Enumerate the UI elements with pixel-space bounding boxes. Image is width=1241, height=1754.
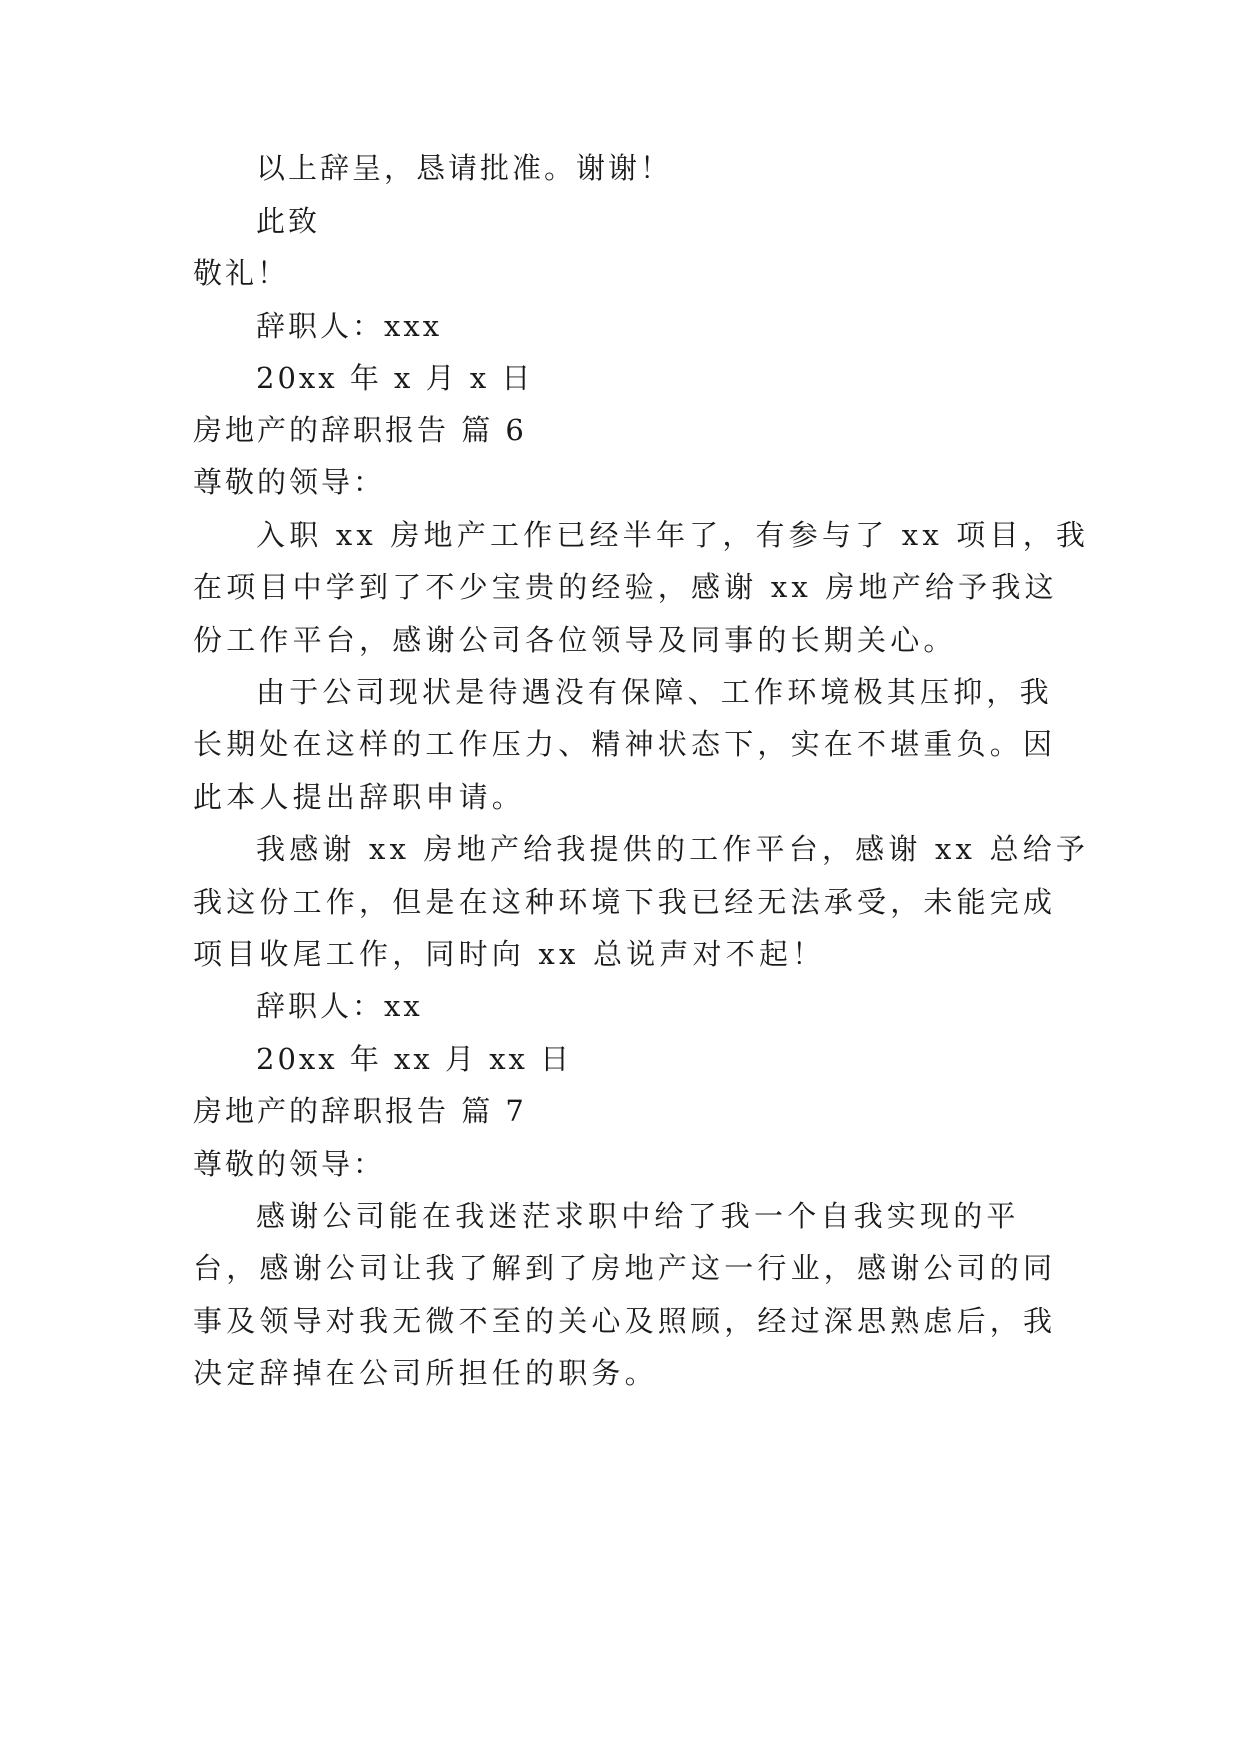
date: 20xx 年 xx 月 xx 日 xyxy=(256,1042,573,1076)
greeting: 尊敬的领导： xyxy=(193,465,386,499)
section-heading-7: 房地产的辞职报告 篇 7 xyxy=(193,1094,527,1128)
greeting: 尊敬的领导： xyxy=(193,1147,386,1181)
signer: 辞职人：xx xyxy=(256,989,423,1023)
paragraph-line: 在项目中学到了不少宝贵的经验，感谢 xx 房地产给予我这 xyxy=(193,570,1058,604)
paragraph-line: 事及领导对我无微不至的关心及照顾，经过深思熟虑后，我 xyxy=(193,1304,1057,1338)
date: 20xx 年 x 月 x 日 xyxy=(256,361,534,395)
section-heading-6: 房地产的辞职报告 篇 6 xyxy=(193,413,527,447)
salutation-jingli: 敬礼！ xyxy=(193,256,290,290)
paragraph-line: 我这份工作，但是在这种环境下我已经无法承受，未能完成 xyxy=(193,885,1057,919)
paragraph-line: 长期处在这样的工作压力、精神状态下，实在不堪重负。因 xyxy=(193,727,1057,761)
paragraph-line: 台，感谢公司让我了解到了房地产这一行业，感谢公司的同 xyxy=(193,1251,1057,1285)
signer: 辞职人：xxx xyxy=(256,309,443,343)
paragraph-line: 感谢公司能在我迷茫求职中给了我一个自我实现的平 xyxy=(256,1199,1020,1233)
paragraph-line: 项目收尾工作，同时向 xx 总说声对不起！ xyxy=(193,937,826,971)
paragraph-line: 由于公司现状是待遇没有保障、工作环境极其压抑，我 xyxy=(256,675,1053,709)
closing-request: 以上辞呈，恳请批准。谢谢！ xyxy=(256,151,673,185)
salutation-cizhi: 此致 xyxy=(256,204,321,238)
paragraph-line: 此本人提出辞职申请。 xyxy=(193,780,526,814)
paragraph-line: 入职 xx 房地产工作已经半年了，有参与了 xx 项目，我 xyxy=(256,518,1090,552)
paragraph-line: 决定辞掉在公司所担任的职务。 xyxy=(193,1356,658,1390)
paragraph-line: 份工作平台，感谢公司各位领导及同事的长期关心。 xyxy=(193,623,957,657)
paragraph-line: 我感谢 xx 房地产给我提供的工作平台，感谢 xx 总给予 xyxy=(256,832,1090,866)
